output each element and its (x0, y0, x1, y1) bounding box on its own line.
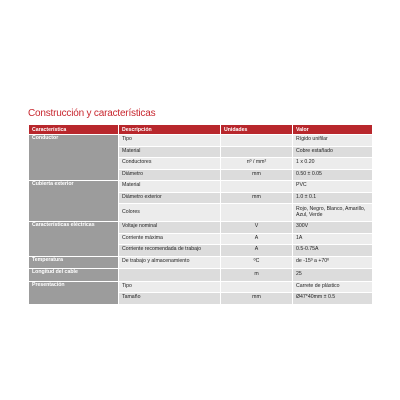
row-description: De trabajo y almacenamiento (119, 256, 221, 269)
row-value: Ø47*40mm ± 0.5 (293, 293, 373, 305)
row-unit: mm (221, 293, 293, 305)
row-unit: ºC (221, 256, 293, 269)
row-value: 25 (293, 269, 373, 282)
row-unit: m (221, 269, 293, 282)
row-description: Tamaño (119, 293, 221, 305)
table-row (29, 256, 373, 269)
table-row (29, 135, 373, 147)
group-label: Características eléctricas (29, 222, 119, 257)
row-value: 1.0 ± 0.1 (293, 192, 373, 204)
row-description: Tipo (119, 135, 221, 147)
table-row (29, 281, 373, 293)
group-label: Cubierta exterior (29, 181, 119, 222)
header-descripcion: Descripción (119, 125, 221, 135)
table-header-row (29, 125, 373, 135)
row-value: 1A (293, 233, 373, 245)
row-description: Corriente máxima (119, 233, 221, 245)
row-description: Voltaje nominal (119, 222, 221, 234)
group-label: Temperatura (29, 256, 119, 269)
row-value: PVC (293, 181, 373, 193)
group-label: Longitud del cable (29, 269, 119, 282)
table-row (29, 181, 373, 193)
row-value: 1 x 0.20 (293, 158, 373, 170)
row-value: 0.50 ± 0.05 (293, 169, 373, 181)
table-body (29, 135, 373, 305)
row-unit (221, 135, 293, 147)
row-description (119, 269, 221, 282)
row-unit: V (221, 222, 293, 234)
row-unit (221, 146, 293, 158)
row-value: Cobre estañado (293, 146, 373, 158)
row-description: Conductores (119, 158, 221, 170)
row-value: 300V (293, 222, 373, 234)
row-value: Carrete de plástico (293, 281, 373, 293)
header-valor: Valor (293, 125, 373, 135)
row-description: Diámetro exterior (119, 192, 221, 204)
row-unit (221, 181, 293, 193)
header-unidades: Unidades (221, 125, 293, 135)
row-unit: mm (221, 169, 293, 181)
row-unit: A (221, 245, 293, 257)
section-heading: Construcción y características (28, 108, 156, 119)
row-unit: A (221, 233, 293, 245)
row-description: Colores (119, 204, 221, 222)
row-value: de -15º a +70º (293, 256, 373, 269)
row-unit: mm (221, 192, 293, 204)
row-unit (221, 281, 293, 293)
table-row (29, 269, 373, 282)
group-label: Conductor (29, 135, 119, 181)
table-row (29, 222, 373, 234)
row-description: Material (119, 181, 221, 193)
row-description: Material (119, 146, 221, 158)
row-description: Corriente recomendada de trabajo (119, 245, 221, 257)
row-value: Rojo, Negro, Blanco, Amarillo, Azul, Verde (293, 204, 373, 222)
row-description: Tipo (119, 281, 221, 293)
row-unit (221, 204, 293, 222)
row-description: Diámetro (119, 169, 221, 181)
row-value: Rígido unifilar (293, 135, 373, 147)
row-value: 0.5-0.75A (293, 245, 373, 257)
header-caracteristica: Característica (29, 125, 119, 135)
spec-table (28, 124, 373, 305)
row-unit: nº / mm² (221, 158, 293, 170)
group-label: Presentación (29, 281, 119, 304)
